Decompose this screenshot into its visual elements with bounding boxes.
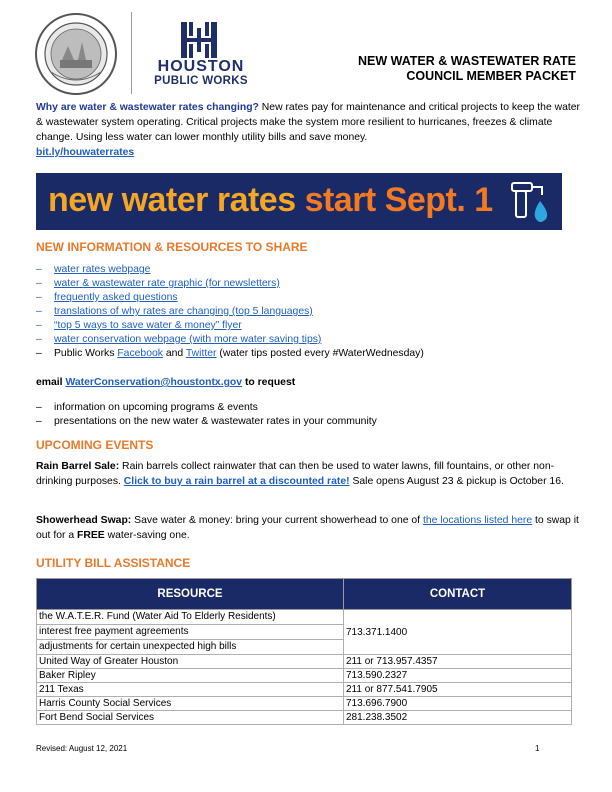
rates-banner [36,173,562,230]
table-row [37,669,572,683]
table-cell: adjustments for certain unexpected high bills [39,641,237,652]
rate-graphic-link[interactable]: water & wastewater rate graphic (for newsletters) [54,278,280,289]
list-item: – presentations on the new water & wastewater rates in your community [36,416,377,427]
list-item: – water conservation webpage (with more water saving tips) [36,334,322,345]
table-cell: the W.A.T.E.R. Fund (Water Aid To Elderly Residents) [37,610,343,625]
list-item: – water & wastewater rate graphic (for newsletters) [36,278,280,289]
table-header-row [37,579,572,610]
document-title [276,54,576,84]
table-cell: interest free payment agreements [37,625,343,640]
twitter-link[interactable]: Twitter [185,348,217,359]
list-item: – frequently asked questions [36,292,178,303]
list-item: – Public Works Facebook and Twitter (water tips posted every #WaterWednesday) [36,348,424,359]
resources-heading: NEW INFORMATION & RESOURCES TO SHARE [36,240,308,254]
table-cell: 211 or 877.541.7905 [344,683,572,697]
rain-barrel-link[interactable]: Click to buy a rain barrel at a discounted rate! [123,476,350,487]
header-divider [131,12,132,94]
assistance-heading: UTILITY BILL ASSISTANCE [36,556,191,570]
email-request-line: email WaterConservation@houstontx.gov to request [36,377,296,388]
table-cell: 713.590.2327 [344,669,572,683]
rates-short-link[interactable]: bit.ly/houwaterrates [36,147,135,158]
org-subname: PUBLIC WORKS [154,75,248,87]
email-request-list [36,401,581,429]
rain-barrel-label: Rain Barrel Sale: [36,461,120,472]
top5-flyer-link[interactable]: “top 5 ways to save water & money” flyer [54,320,242,331]
water-rates-webpage-link[interactable]: water rates webpage [54,264,151,275]
conservation-webpage-link[interactable]: water conservation webpage (with more water saving tips) [54,334,322,345]
showerhead-paragraph: Showerhead Swap: Save water & money: bring your current showerhead to one of the locations listed here to swap it out for a FREE water-saving one. [36,515,579,541]
houston-public-works-logo-icon [175,20,223,60]
banner-text [48,181,493,220]
table-cell: Baker Ripley [37,669,344,683]
revision-date: Revised: August 12, 2021 [36,744,128,753]
table-row [37,683,572,697]
conservation-email-link[interactable]: WaterConservation@houstontx.gov [65,377,243,388]
table-cell: Fort Bend Social Services [37,711,344,725]
assistance-table [36,578,572,725]
table-cell: 713.696.7900 [344,697,572,711]
table-row [37,610,572,655]
showerhead-locations-link[interactable]: the locations listed here [422,515,533,526]
contact-column-header: CONTACT [344,579,572,610]
table-row [37,711,572,725]
list-item: – information on upcoming programs & events [36,402,258,413]
document-title-line1: NEW WATER & WASTEWATER RATE [357,54,576,68]
intro-body: New rates pay for maintenance and critical projects to keep the water & wastewater system operating. Critical projects make the system more resilient to hurricanes, freezes & climate change. Using less water can lower monthly utility bills and save money. [36,102,581,143]
table-cell: 211 Texas [37,683,344,697]
faq-link[interactable]: frequently asked questions [54,292,178,303]
org-name: HOUSTON [157,58,245,75]
city-of-houston-seal [34,12,118,96]
table-row [37,697,572,711]
list-item: – translations of why rates are changing (top 5 languages) [36,306,313,317]
table-row [37,655,572,669]
translations-link[interactable]: translations of why rates are changing (top 5 languages) [54,306,313,317]
intro-paragraph [36,100,581,160]
table-cell: 713.371.1400 [344,610,572,655]
resources-list [36,263,581,361]
water-faucet-drop-icon [508,179,552,225]
table-cell: United Way of Greater Houston [37,655,344,669]
list-item: – “top 5 ways to save water & money” flyer [36,320,242,331]
rain-barrel-paragraph: Rain Barrel Sale: Rain barrels collect rainwater that can then be used to water lawns, fill fountains, or other non-drinking purposes. Click to buy a rain barrel at a discounted rate! Sale opens August 23 & pickup is October 16. [36,461,564,487]
grouped-resources-cell [37,610,344,655]
list-item: – water rates webpage [36,264,151,275]
banner-text-part2: start Sept. 1 [304,181,493,219]
events-heading: UPCOMING EVENTS [36,438,154,452]
facebook-link[interactable]: Facebook [117,348,163,359]
intro-question: Why are water & wastewater rates changing? [36,102,259,113]
document-title-line2: COUNCIL MEMBER PACKET [406,69,576,83]
banner-text-part1: new water rates [48,181,305,219]
page-number: 1 [535,744,540,753]
table-cell: 211 or 713.957.4357 [344,655,572,669]
resource-column-header: RESOURCE [37,579,344,610]
table-cell: 281.238.3502 [344,711,572,725]
table-cell: Harris County Social Services [37,697,344,711]
showerhead-label: Showerhead Swap: [36,515,132,526]
